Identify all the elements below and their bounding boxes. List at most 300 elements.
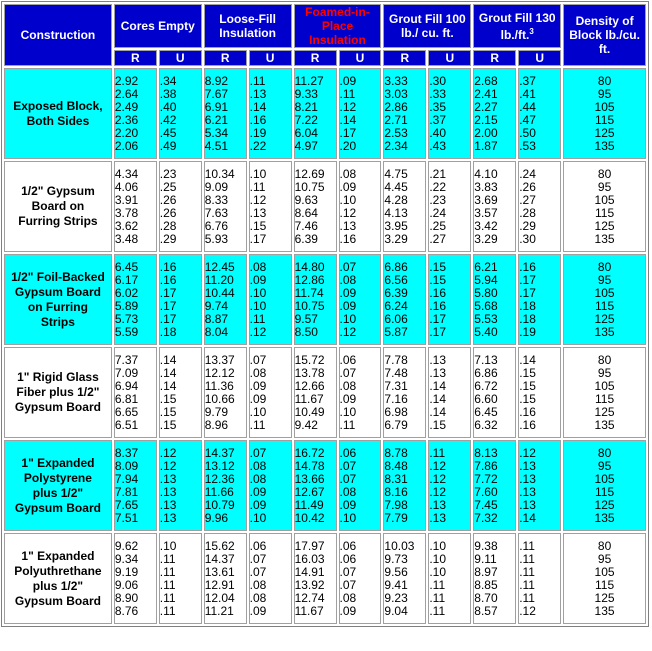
u-value-cell [249, 254, 292, 345]
cell-value: 95 [597, 365, 612, 380]
u-value-cell [159, 161, 202, 252]
cell-value: .11 [519, 590, 535, 605]
cell-value: .14 [429, 404, 447, 419]
construction-label-line: Gypsum Board [14, 400, 101, 414]
cell-value: .34 [159, 73, 177, 88]
cell-value: 6.02 [114, 285, 139, 300]
cell-value: 135 [594, 324, 615, 339]
cell-value: .23 [429, 192, 447, 207]
cell-value: .33 [429, 86, 447, 101]
cell-value: .37 [519, 73, 536, 88]
cell-value: 13.12 [204, 458, 235, 473]
cell-value: 9.23 [384, 590, 408, 605]
cell-value: .37 [429, 112, 447, 127]
cell-value: 125 [594, 404, 615, 419]
cell-value: .26 [159, 205, 177, 220]
cell-value: .19 [249, 125, 267, 140]
cell-value: .07 [249, 445, 267, 460]
cell-value: 9.74 [204, 298, 229, 313]
cell-value: 8.57 [474, 603, 498, 618]
cell-value: 13.78 [294, 365, 325, 380]
cell-value: 6.91 [204, 99, 229, 114]
cell-value: 16.72 [294, 445, 325, 460]
r-value-cell [473, 254, 516, 345]
cell-value: 7.51 [114, 510, 139, 525]
cell-value: .08 [249, 590, 267, 605]
cell-value: .11 [249, 417, 266, 432]
cell-value: 10.42 [294, 510, 325, 525]
cell-value: .17 [339, 125, 357, 140]
cell-value: .12 [429, 458, 447, 473]
cell-value: 3.48 [114, 231, 139, 246]
cell-value: 8.70 [474, 590, 498, 605]
cell-value: .09 [249, 484, 267, 499]
cell-value: .17 [519, 272, 536, 287]
cell-value: .29 [519, 218, 536, 233]
construction-label-line: Fiber plus 1/2" [16, 385, 100, 399]
table-row [4, 254, 646, 345]
cell-value: 9.04 [384, 603, 408, 618]
cell-value: 8.13 [474, 445, 498, 460]
cell-value: 3.91 [114, 192, 139, 207]
cell-value: 10.75 [294, 298, 325, 313]
u-value-cell [159, 533, 202, 624]
cell-value: .09 [339, 73, 357, 88]
cell-value: .15 [519, 391, 536, 406]
cell-value: 80 [597, 259, 612, 274]
cell-value: .10 [249, 298, 267, 313]
insulation-values-table [1, 1, 649, 627]
cell-value: 80 [597, 352, 612, 367]
cell-value: .30 [429, 73, 447, 88]
cell-value: .10 [339, 311, 357, 326]
cell-value: 7.32 [474, 510, 498, 525]
cell-value: 13.92 [294, 577, 325, 592]
cell-value: 2.00 [474, 125, 498, 140]
u-value-cell [428, 254, 471, 345]
cell-value: .07 [339, 564, 357, 579]
cell-value: 13.66 [294, 471, 325, 486]
u-value-cell [249, 440, 292, 531]
cell-value: .13 [339, 218, 357, 233]
cell-value: .11 [519, 551, 535, 566]
cell-value: .11 [159, 590, 176, 605]
cell-value: .27 [519, 192, 536, 207]
cell-value: .11 [159, 564, 176, 579]
header-cores-empty: Cores Empty [114, 4, 202, 48]
cell-value: .11 [159, 603, 176, 618]
r-value-cell [383, 533, 426, 624]
cell-value: 8.33 [204, 192, 229, 207]
cell-value: .26 [519, 179, 536, 194]
cell-value: .15 [519, 378, 536, 393]
u-value-cell [339, 68, 382, 159]
cell-value: 125 [594, 311, 615, 326]
cell-value: 8.76 [114, 603, 139, 618]
cell-value: .15 [519, 365, 536, 380]
cell-value: 6.39 [384, 285, 408, 300]
cell-value: 135 [594, 231, 615, 246]
density-cell [563, 254, 646, 345]
cell-value: 105 [594, 192, 615, 207]
cell-value: .11 [159, 577, 176, 592]
cell-value: .10 [339, 192, 357, 207]
cell-value: 6.56 [384, 272, 408, 287]
u-value-cell [339, 254, 382, 345]
cell-value: .50 [519, 125, 536, 140]
cell-value: .08 [339, 484, 357, 499]
cell-value: 10.34 [204, 166, 235, 181]
u-value-cell [249, 347, 292, 438]
cell-value: 10.03 [384, 538, 415, 553]
cell-value: .40 [429, 125, 447, 140]
cell-value: 1.87 [474, 138, 498, 153]
density-cell [563, 68, 646, 159]
construction-label-line: Polyuthrethane [14, 563, 102, 578]
cell-value: .35 [429, 99, 447, 114]
cell-value: .12 [249, 324, 267, 339]
cell-value: .14 [159, 378, 177, 393]
cell-value: 6.45 [474, 404, 498, 419]
cell-value: 6.51 [114, 417, 139, 432]
construction-label-line: on Furring [27, 299, 88, 314]
cell-value: 6.94 [114, 378, 139, 393]
cell-value: 5.59 [114, 324, 139, 339]
cell-value: 4.51 [204, 138, 229, 153]
cell-value: 6.65 [114, 404, 139, 419]
cell-value: 7.22 [294, 112, 318, 127]
cell-value: 11.21 [204, 603, 234, 618]
cell-value: 3.62 [114, 218, 139, 233]
cell-value: .13 [159, 510, 177, 525]
r-value-cell [114, 533, 157, 624]
construction-label-line: 1" Expanded [21, 455, 95, 470]
cell-value: 8.78 [384, 445, 408, 460]
cell-value: .13 [159, 471, 177, 486]
cell-value: 80 [597, 445, 612, 460]
cell-value: 7.16 [384, 391, 408, 406]
cell-value: 4.45 [384, 179, 408, 194]
cell-value: 8.85 [474, 577, 498, 592]
cell-value: 3.78 [114, 205, 139, 220]
cell-value: 7.65 [114, 497, 139, 512]
cell-value: .16 [429, 285, 447, 300]
cell-value: .10 [339, 404, 357, 419]
cell-value: 10.44 [204, 285, 235, 300]
cell-value: .53 [519, 138, 536, 153]
cell-value: 9.41 [384, 577, 408, 592]
u-value-cell [518, 347, 561, 438]
cell-value: 14.78 [294, 458, 325, 473]
cell-value: 5.94 [474, 272, 498, 287]
cell-value: .13 [429, 497, 447, 512]
u-value-cell [428, 68, 471, 159]
cell-value: .18 [159, 324, 177, 339]
construction-label-line: plus 1/2" [32, 578, 84, 593]
construction-label-line: 1" Expanded [21, 548, 95, 563]
cell-value: .18 [519, 311, 536, 326]
cell-value: 7.78 [384, 352, 408, 367]
cell-value: 115 [595, 391, 615, 406]
cell-value: 2.27 [474, 99, 498, 114]
cell-value: .07 [339, 365, 357, 380]
cell-value: .11 [429, 577, 446, 592]
cell-value: 17.97 [294, 538, 325, 553]
r-value-cell [294, 347, 337, 438]
r-value-cell [383, 161, 426, 252]
cell-value: .16 [159, 259, 177, 274]
cell-value: 7.94 [114, 471, 139, 486]
cell-value: .22 [249, 138, 267, 153]
r-value-cell [114, 161, 157, 252]
cell-value: .09 [249, 497, 267, 512]
cell-value: 8.92 [204, 73, 229, 88]
cell-value: .29 [159, 231, 177, 246]
cell-value: 2.06 [114, 138, 139, 153]
cell-value: 8.16 [384, 484, 408, 499]
cell-value: 11.20 [204, 272, 234, 287]
cell-value: .07 [339, 259, 357, 274]
cell-value: .16 [519, 259, 536, 274]
cell-value: .27 [429, 231, 447, 246]
cell-value: 6.24 [384, 298, 408, 313]
cell-value: 12.36 [204, 471, 235, 486]
r-value-cell [383, 254, 426, 345]
cell-value: .16 [249, 112, 267, 127]
u-value-cell [518, 254, 561, 345]
construction-label-line: Exposed Block, [13, 98, 103, 113]
cell-value: .15 [429, 417, 447, 432]
cell-value: .13 [159, 497, 177, 512]
cell-value: .12 [159, 445, 177, 460]
table-row [4, 440, 646, 531]
cell-value: 9.38 [474, 538, 498, 553]
cell-value: .10 [429, 564, 447, 579]
cell-value: 6.79 [384, 417, 408, 432]
u-value-cell [159, 254, 202, 345]
construction-label-line: Polystyrene [23, 470, 92, 485]
cell-value: 12.86 [294, 272, 325, 287]
cell-value: .11 [519, 577, 535, 592]
cell-value: 3.33 [384, 73, 408, 88]
cell-value: 125 [594, 125, 615, 140]
cell-value: .41 [519, 86, 536, 101]
cell-value: .28 [519, 205, 536, 220]
cell-value: .08 [339, 378, 357, 393]
cell-value: 3.69 [474, 192, 498, 207]
cell-value: 2.41 [474, 86, 498, 101]
cell-value: .13 [519, 458, 536, 473]
cell-value: .08 [249, 471, 267, 486]
cell-value: .11 [519, 564, 535, 579]
cell-value: 9.09 [204, 179, 229, 194]
cell-value: 4.06 [114, 179, 139, 194]
header-r-2: R [204, 50, 247, 66]
r-value-cell [114, 440, 157, 531]
cell-value: 2.86 [384, 99, 408, 114]
u-value-cell [339, 533, 382, 624]
cell-value: 115 [595, 205, 615, 220]
cell-value: .17 [519, 285, 536, 300]
cell-value: 9.33 [294, 86, 318, 101]
cell-value: 3.03 [384, 86, 408, 101]
cell-value: .09 [339, 179, 357, 194]
construction-label-line: 1/2" Gypsum [21, 184, 95, 198]
u-value-cell [518, 533, 561, 624]
cell-value: .10 [429, 551, 447, 566]
cell-value: .13 [429, 352, 447, 367]
cell-value: .15 [429, 259, 447, 274]
cell-value: 12.66 [294, 378, 325, 393]
cell-value: 6.21 [204, 112, 229, 127]
r-value-cell [473, 161, 516, 252]
cell-value: 135 [594, 138, 615, 153]
cell-value: .10 [249, 404, 267, 419]
construction-label [4, 161, 112, 252]
cell-value: .16 [429, 298, 447, 313]
cell-value: .14 [429, 378, 447, 393]
cell-value: 10.49 [294, 404, 325, 419]
cell-value: 7.72 [474, 471, 498, 486]
cell-value: 11.27 [294, 73, 324, 88]
cell-value: .13 [159, 484, 177, 499]
cell-value: 5.80 [474, 285, 498, 300]
r-value-cell [204, 533, 247, 624]
u-value-cell [339, 440, 382, 531]
cell-value: 2.53 [384, 125, 408, 140]
cell-value: .17 [429, 311, 447, 326]
cell-value: 12.69 [294, 166, 325, 181]
cell-value: .21 [429, 166, 447, 181]
cell-value: .12 [159, 458, 177, 473]
cell-value: 7.79 [384, 510, 408, 525]
cell-value: .09 [339, 391, 357, 406]
u-value-cell [159, 347, 202, 438]
cell-value: 125 [594, 218, 615, 233]
cell-value: .17 [159, 298, 177, 313]
cell-value: 10.79 [204, 497, 235, 512]
cell-value: 2.34 [384, 138, 408, 153]
cell-value: .11 [339, 86, 356, 101]
cell-value: 2.15 [474, 112, 498, 127]
r-value-cell [114, 254, 157, 345]
cell-value: .20 [339, 138, 357, 153]
cell-value: .25 [159, 179, 177, 194]
cell-value: 115 [595, 484, 615, 499]
cell-value: .42 [159, 112, 177, 127]
cell-value: .26 [159, 192, 177, 207]
cell-value: .10 [249, 285, 267, 300]
cell-value: 8.96 [204, 417, 229, 432]
cell-value: .08 [249, 365, 267, 380]
cell-value: .38 [159, 86, 177, 101]
cell-value: .30 [519, 231, 536, 246]
cell-value: .23 [159, 166, 177, 181]
cell-value: 7.37 [114, 352, 139, 367]
cell-value: 2.92 [114, 73, 139, 88]
cell-value: .12 [339, 324, 357, 339]
cell-value: 8.04 [204, 324, 229, 339]
cell-value: .07 [249, 551, 267, 566]
construction-label [4, 347, 112, 438]
cell-value: 9.19 [114, 564, 139, 579]
cell-value: 11.67 [294, 603, 324, 618]
cell-value: .09 [339, 497, 357, 512]
cell-value: 95 [597, 179, 612, 194]
cell-value: 9.34 [114, 551, 139, 566]
cell-value: .06 [339, 352, 357, 367]
cell-value: 6.76 [204, 218, 229, 233]
r-value-cell [114, 347, 157, 438]
header-loose-fill: Loose-Fill Insulation [204, 4, 292, 48]
u-value-cell [159, 440, 202, 531]
cell-value: .11 [519, 538, 535, 553]
cell-value: .06 [339, 538, 357, 553]
header-u-5: U [518, 50, 561, 66]
u-value-cell [428, 440, 471, 531]
cell-value: .49 [159, 138, 177, 153]
cell-value: .24 [519, 166, 536, 181]
cell-value: .12 [429, 471, 447, 486]
cell-value: 9.42 [294, 417, 318, 432]
cell-value: 14.37 [204, 551, 235, 566]
cell-value: .13 [429, 510, 447, 525]
cell-value: .09 [339, 298, 357, 313]
cell-value: 105 [594, 564, 615, 579]
r-value-cell [204, 440, 247, 531]
cell-value: 12.74 [294, 590, 325, 605]
cell-value: 8.09 [114, 458, 139, 473]
u-value-cell [159, 68, 202, 159]
cell-value: .08 [249, 259, 267, 274]
r-value-cell [383, 347, 426, 438]
header-grout-fill-130-text: Grout Fill 130 lb./ft. [478, 10, 556, 42]
header-u-3: U [339, 50, 382, 66]
cell-value: .16 [339, 231, 357, 246]
cell-value: 8.97 [474, 564, 498, 579]
cell-value: 135 [594, 603, 615, 618]
cell-value: 105 [594, 285, 615, 300]
cell-value: .11 [249, 73, 266, 88]
r-value-cell [204, 161, 247, 252]
cell-value: 95 [597, 272, 612, 287]
cell-value: 4.28 [384, 192, 408, 207]
cell-value: 135 [594, 417, 615, 432]
cell-value: 12.67 [294, 484, 325, 499]
cell-value: .14 [519, 352, 536, 367]
cell-value: 11.67 [294, 391, 324, 406]
density-cell [563, 440, 646, 531]
construction-label-line: Board on [31, 199, 85, 213]
u-value-cell [249, 68, 292, 159]
cell-value: .16 [519, 404, 536, 419]
construction-label-line: Both Sides [26, 113, 90, 128]
cell-value: .07 [249, 352, 267, 367]
cell-value: .19 [519, 324, 536, 339]
cell-value: .15 [159, 417, 177, 432]
cell-value: 6.86 [384, 259, 408, 274]
cell-value: 8.90 [114, 590, 139, 605]
cell-value: .17 [159, 285, 177, 300]
cell-value: 8.48 [384, 458, 408, 473]
cell-value: .10 [249, 166, 267, 181]
cell-value: 6.32 [474, 417, 498, 432]
density-cell [563, 347, 646, 438]
cell-value: .13 [429, 365, 447, 380]
r-value-cell [294, 440, 337, 531]
cell-value: .12 [429, 484, 447, 499]
cell-value: .10 [429, 538, 447, 553]
